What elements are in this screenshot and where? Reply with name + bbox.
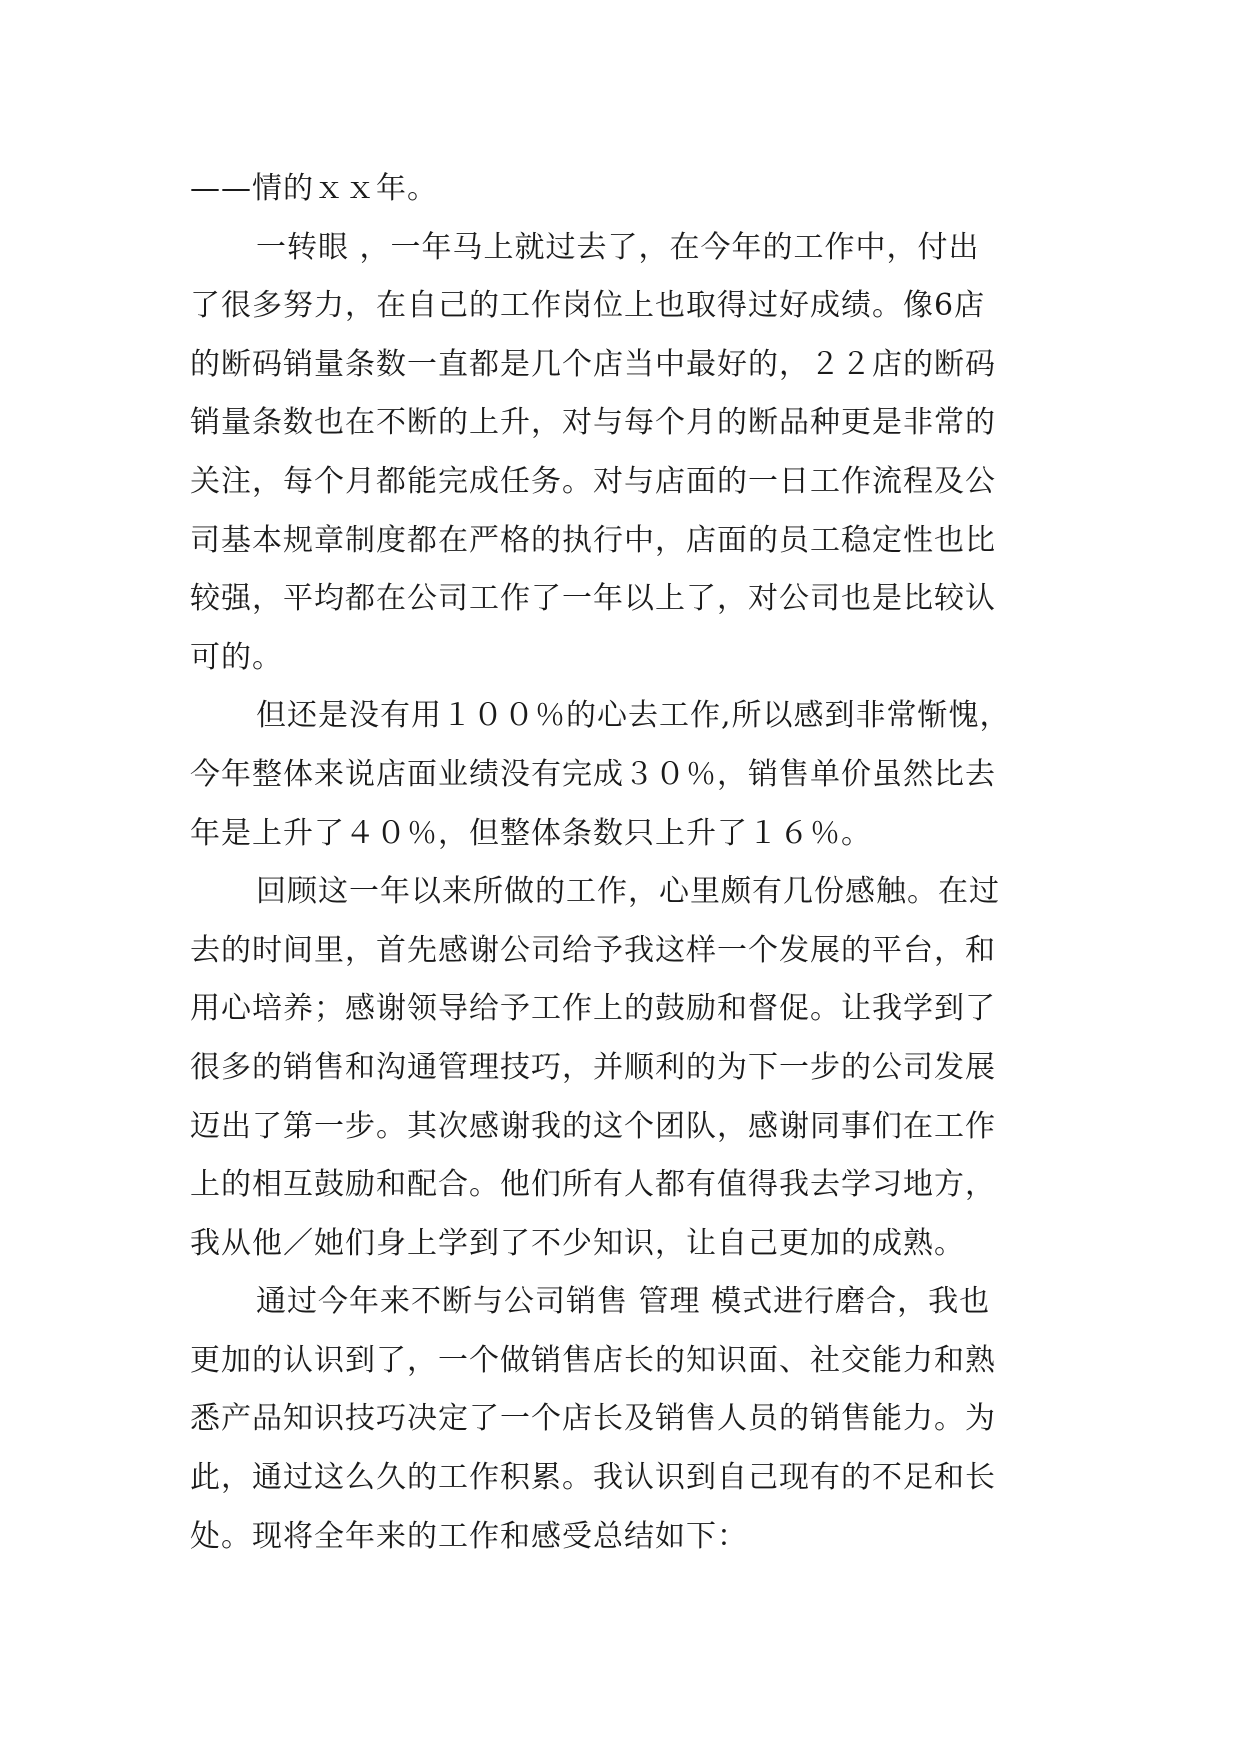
text-line: 较强，平均都在公司工作了一年以上了，对公司也是比较认 xyxy=(190,581,996,617)
text-line: 年是上升了４０％，但整体条数只上升了１６％。 xyxy=(190,815,872,851)
text-line: 回顾这一年以来所做的工作，心里颇有几份感触。在过 xyxy=(256,874,1000,910)
text-line: 但还是没有用１００％的心去工作,所以感到非常惭愧， xyxy=(256,698,1011,734)
text-line: ——情的ｘｘ年。 xyxy=(190,171,438,206)
text-line: 更加的认识到了，一个做销售店长的知识面、社交能力和熟 xyxy=(190,1342,996,1378)
text-line: 去的时间里，首先感谢公司给予我这样一个发展的平台，和 xyxy=(190,932,996,968)
text-line: 很多的销售和沟通管理技巧，并顺利的为下一步的公司发展 xyxy=(190,1049,996,1085)
document-body xyxy=(190,160,1070,1566)
text-line: 销量条数也在不断的上升，对与每个月的断品种更是非常的 xyxy=(190,405,996,441)
text-line: 的断码销量条数一直都是几个店当中最好的，２２店的断码 xyxy=(190,346,996,382)
text-line: 此，通过这么久的工作积累。我认识到自己现有的不足和长 xyxy=(190,1460,996,1496)
text-line: 今年整体来说店面业绩没有完成３０％，销售单价虽然比去 xyxy=(190,756,996,792)
text-line: 关注，每个月都能完成任务。对与店面的一日工作流程及公 xyxy=(190,463,996,499)
text-line: 了很多努力，在自己的工作岗位上也取得过好成绩。像6店 xyxy=(190,288,986,324)
text-line: 可的。 xyxy=(190,639,283,675)
text-line: 用心培养；感谢领导给予工作上的鼓励和督促。让我学到了 xyxy=(190,991,996,1027)
text-line: 上的相互鼓励和配合。他们所有人都有值得我去学习地方， xyxy=(190,1167,996,1203)
text-line: 通过今年来不断与公司销售 管理 模式进行磨合，我也 xyxy=(256,1284,991,1320)
text-line: 悉产品知识技巧决定了一个店长及销售人员的销售能力。为 xyxy=(190,1401,996,1437)
text-line: 司基本规章制度都在严格的执行中，店面的员工稳定性也比 xyxy=(190,522,996,558)
text-line: 一转眼 ，一年马上就过去了，在今年的工作中，付出 xyxy=(256,229,980,265)
text-line: 处。现将全年来的工作和感受总结如下： xyxy=(190,1518,748,1554)
text-line: 我从他／她们身上学到了不少知识，让自己更加的成熟。 xyxy=(190,1225,965,1261)
text-line: 迈出了第一步。其次感谢我的这个团队，感谢同事们在工作 xyxy=(190,1108,996,1144)
